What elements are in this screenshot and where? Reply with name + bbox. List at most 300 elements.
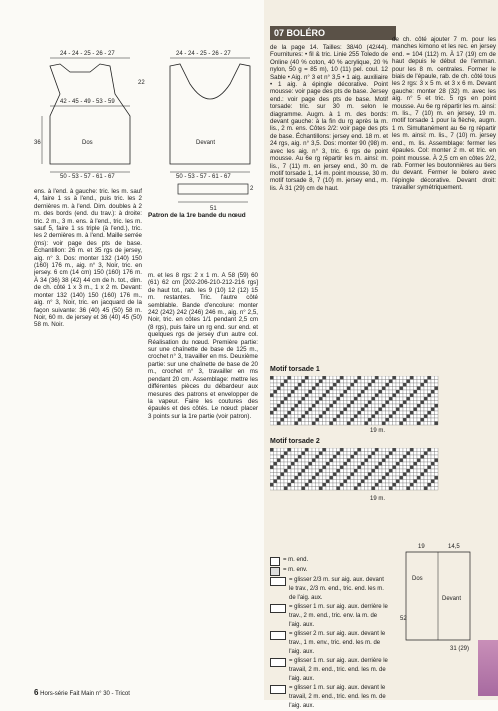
chart-cell: [330, 487, 334, 491]
chart-cell: [274, 469, 278, 473]
chart-cell: [270, 415, 274, 419]
chart-cell: [417, 397, 421, 401]
chart-cell: [291, 422, 295, 426]
chart-cell: [284, 418, 288, 422]
chart-cell: [270, 483, 274, 487]
chart-cell: [428, 394, 432, 398]
chart-cell: [302, 408, 306, 412]
chart-cell: [274, 462, 278, 466]
chart-cell: [277, 401, 281, 405]
chart-cell: [302, 466, 306, 470]
chart-cell: [414, 401, 418, 405]
chart-cell: [295, 455, 299, 459]
chart-cell: [375, 380, 379, 384]
chart-cell: [382, 404, 386, 408]
bolero-h1: 52: [400, 616, 407, 622]
chart-cell: [270, 469, 274, 473]
chart-cell: [421, 404, 425, 408]
chart-cell: [305, 480, 309, 484]
chart-cell: [351, 397, 355, 401]
chart-cell: [375, 448, 379, 452]
chart-cell: [417, 476, 421, 480]
chart-cell: [291, 418, 295, 422]
chart-cell: [302, 383, 306, 387]
chart-cell: [393, 397, 397, 401]
chart-cell: [414, 376, 418, 380]
chart-cell: [277, 408, 281, 412]
chart-cell: [270, 408, 274, 412]
chart-cell: [396, 462, 400, 466]
chart-cell: [270, 448, 274, 452]
legend-item: = glisser 1 m. sur aig. aux. devant le travail, 2 m. end., tric. end. les m. de l'aig. aux.: [270, 684, 390, 711]
chart-cell: [309, 404, 313, 408]
chart-cell: [361, 418, 365, 422]
chart-cell: [351, 455, 355, 459]
chart-cell: [372, 483, 376, 487]
chart-cell: [365, 466, 369, 470]
chart-cell: [365, 397, 369, 401]
chart-cell: [337, 476, 341, 480]
chart-cell: [274, 483, 278, 487]
chart-cell: [312, 422, 316, 426]
chart-cell: [396, 408, 400, 412]
chart-cell: [389, 480, 393, 484]
chart-cell: [368, 380, 372, 384]
chart-cell: [361, 387, 365, 391]
chart-cell: [403, 380, 407, 384]
chart-cell: [281, 448, 285, 452]
chart-cell: [291, 476, 295, 480]
chart-cell: [386, 376, 390, 380]
chart-cell: [319, 404, 323, 408]
chart-cell: [277, 404, 281, 408]
chart-cell: [417, 422, 421, 426]
chart-cell: [396, 466, 400, 470]
chart-cell: [389, 387, 393, 391]
chart-cell: [333, 418, 337, 422]
chart-cell: [330, 408, 334, 412]
chart-cell: [435, 476, 439, 480]
chart-cell: [431, 390, 435, 394]
chart-cell: [382, 376, 386, 380]
chart-cell: [270, 422, 274, 426]
chart-cell: [386, 394, 390, 398]
chart-cell: [323, 415, 327, 419]
chart-cell: [372, 473, 376, 477]
chart-cell: [379, 487, 383, 491]
chart-cell: [309, 466, 313, 470]
chart-cell: [351, 459, 355, 463]
chart-cell: [302, 462, 306, 466]
chart-cell: [361, 469, 365, 473]
chart-cell: [291, 376, 295, 380]
chart-cell: [319, 480, 323, 484]
chart-cell: [365, 422, 369, 426]
chart-cell: [417, 376, 421, 380]
chart-cell: [354, 418, 358, 422]
chart-cell: [284, 473, 288, 477]
chart-cell: [351, 466, 355, 470]
chart-cell: [414, 415, 418, 419]
chart-cell: [424, 448, 428, 452]
chart-cell: [386, 408, 390, 412]
chart-cell: [386, 418, 390, 422]
chart-cell: [333, 422, 337, 426]
chart-cell: [379, 448, 383, 452]
chart-cell: [372, 422, 376, 426]
chart-cell: [424, 408, 428, 412]
chart-cell: [270, 394, 274, 398]
chart-cell: [393, 452, 397, 456]
chart-cell: [295, 466, 299, 470]
chart-cell: [365, 415, 369, 419]
chart-cell: [277, 487, 281, 491]
chart-cell: [382, 411, 386, 415]
chart-cell: [281, 452, 285, 456]
chart-cell: [396, 401, 400, 405]
chart-cell: [284, 387, 288, 391]
chart-cell: [400, 394, 404, 398]
chart-cell: [295, 473, 299, 477]
chart-cell: [435, 387, 439, 391]
chart-cell: [288, 390, 292, 394]
chart-cell: [305, 376, 309, 380]
chart-cell: [284, 455, 288, 459]
chart-cell: [274, 448, 278, 452]
chart-cell: [298, 473, 302, 477]
chart-cell: [407, 411, 411, 415]
chart-cell: [337, 466, 341, 470]
chart-cell: [347, 480, 351, 484]
chart-cell: [361, 394, 365, 398]
chart-cell: [309, 401, 313, 405]
chart-cell: [361, 380, 365, 384]
chart-cell: [270, 376, 274, 380]
chart-cell: [333, 411, 337, 415]
chart-cell: [312, 452, 316, 456]
chart-cell: [344, 401, 348, 405]
chart-cell: [351, 462, 355, 466]
chart-cell: [358, 480, 362, 484]
chart-cell: [386, 459, 390, 463]
chart-cell: [337, 380, 341, 384]
chart-cell: [347, 390, 351, 394]
chart-cell: [351, 411, 355, 415]
chart-cell: [431, 415, 435, 419]
chart-cell: [368, 411, 372, 415]
chart-cell: [323, 466, 327, 470]
chart-cell: [270, 411, 274, 415]
chart-cell: [372, 376, 376, 380]
chart-cell: [435, 448, 439, 452]
chart-cell: [435, 415, 439, 419]
chart-cell: [358, 376, 362, 380]
chart-cell: [428, 376, 432, 380]
chart-cell: [312, 387, 316, 391]
chart-cell: [400, 487, 404, 491]
chart-cell: [368, 480, 372, 484]
chart-cell: [291, 397, 295, 401]
chart-cell: [407, 397, 411, 401]
chart-cell: [347, 387, 351, 391]
chart-cell: [407, 404, 411, 408]
chart-cell: [333, 397, 337, 401]
chart-cell: [389, 408, 393, 412]
chart-cell: [414, 418, 418, 422]
chart-cell: [340, 455, 344, 459]
chart-cell: [393, 411, 397, 415]
devant-pattern-diagram: [160, 44, 260, 180]
chart-cell: [358, 418, 362, 422]
dos-label: Dos: [82, 140, 93, 146]
chart-cell: [309, 415, 313, 419]
noeud-width: 51: [210, 206, 217, 212]
chart-cell: [389, 452, 393, 456]
chart-cell: [358, 387, 362, 391]
chart-cell: [365, 455, 369, 459]
chart-cell: [417, 390, 421, 394]
chart-cell: [368, 469, 372, 473]
chart-cell: [274, 411, 278, 415]
chart-cell: [316, 397, 320, 401]
chart-cell: [393, 466, 397, 470]
section-header: 07 BOLÉRO: [270, 26, 396, 40]
chart-cell: [396, 411, 400, 415]
chart-cell: [414, 408, 418, 412]
chart-cell: [347, 469, 351, 473]
chart-cell: [312, 415, 316, 419]
chart-cell: [340, 408, 344, 412]
chart-cell: [337, 383, 341, 387]
chart-cell: [403, 390, 407, 394]
chart-cell: [421, 390, 425, 394]
chart-cell: [302, 480, 306, 484]
chart-cell: [319, 487, 323, 491]
chart-cell: [277, 469, 281, 473]
chart-cell: [368, 422, 372, 426]
chart-cell: [396, 452, 400, 456]
chart-cell: [347, 476, 351, 480]
chart-cell: [368, 415, 372, 419]
chart-cell: [435, 394, 439, 398]
chart-cell: [347, 466, 351, 470]
chart-cell: [365, 487, 369, 491]
chart-cell: [326, 455, 330, 459]
chart-cell: [417, 387, 421, 391]
chart-cell: [291, 390, 295, 394]
chart-cell: [340, 418, 344, 422]
chart-cell: [435, 397, 439, 401]
chart-cell: [417, 487, 421, 491]
devant-outline: [170, 64, 250, 164]
chart-cell: [375, 476, 379, 480]
chart-cell: [351, 401, 355, 405]
chart-cell: [410, 411, 414, 415]
chart-cell: [410, 404, 414, 408]
chart-cell: [340, 452, 344, 456]
chart-cell: [428, 487, 432, 491]
chart-cell: [410, 415, 414, 419]
chart-cell: [428, 459, 432, 463]
chart-cell: [323, 383, 327, 387]
chart-cell: [431, 380, 435, 384]
chart-cell: [424, 480, 428, 484]
chart-cell: [407, 459, 411, 463]
chart-cell: [393, 422, 397, 426]
chart-cell: [396, 418, 400, 422]
chart-cell: [424, 459, 428, 463]
chart-cell: [407, 487, 411, 491]
chart-cell: [302, 476, 306, 480]
chart-cell: [435, 455, 439, 459]
chart-cell: [337, 452, 341, 456]
chart-cell: [344, 473, 348, 477]
chart-cell: [312, 397, 316, 401]
chart-cell: [281, 383, 285, 387]
chart-cell: [428, 390, 432, 394]
chart-cell: [302, 422, 306, 426]
chart-cell: [393, 448, 397, 452]
chart-cell: [344, 476, 348, 480]
chart-cell: [270, 397, 274, 401]
chart-cell: [354, 473, 358, 477]
chart-cell: [284, 422, 288, 426]
chart-cell: [305, 383, 309, 387]
chart-cell: [312, 383, 316, 387]
chart-cell: [281, 422, 285, 426]
chart-cell: [354, 483, 358, 487]
chart-cell: [379, 422, 383, 426]
chart-cell: [270, 476, 274, 480]
chart-cell: [365, 411, 369, 415]
chart-cell: [382, 476, 386, 480]
chart-cell: [295, 476, 299, 480]
chart-cell: [351, 452, 355, 456]
chart-cell: [298, 448, 302, 452]
chart-cell: [337, 480, 341, 484]
chart-cell: [316, 387, 320, 391]
chart-cell: [291, 459, 295, 463]
chart-cell: [277, 376, 281, 380]
chart-cell: [382, 397, 386, 401]
chart-cell: [389, 376, 393, 380]
chart-cell: [337, 459, 341, 463]
chart-cell: [347, 380, 351, 384]
chart-cell: [302, 483, 306, 487]
chart-cell: [421, 380, 425, 384]
chart-cell: [400, 383, 404, 387]
chart-cell: [431, 394, 435, 398]
chart-cell: [414, 473, 418, 477]
chart-cell: [407, 390, 411, 394]
chart-cell: [291, 473, 295, 477]
chart-cell: [386, 387, 390, 391]
chart-cell: [365, 462, 369, 466]
chart-cell: [298, 483, 302, 487]
chart-cell: [323, 418, 327, 422]
chart-cell: [431, 473, 435, 477]
chart-cell: [379, 483, 383, 487]
chart-cell: [382, 387, 386, 391]
chart-cell: [288, 462, 292, 466]
chart-cell: [305, 380, 309, 384]
chart-cell: [309, 487, 313, 491]
chart-cell: [281, 473, 285, 477]
chart-cell: [428, 383, 432, 387]
chart-cell: [372, 459, 376, 463]
chart-cell: [382, 390, 386, 394]
chart-cell: [424, 466, 428, 470]
chart-cell: [309, 480, 313, 484]
chart-cell: [274, 397, 278, 401]
chart-cell: [319, 390, 323, 394]
chart-cell: [372, 394, 376, 398]
chart-cell: [421, 415, 425, 419]
chart-cell: [361, 390, 365, 394]
chart-cell: [414, 397, 418, 401]
chart-cell: [309, 476, 313, 480]
chart-cell: [312, 448, 316, 452]
chart-cell: [410, 459, 414, 463]
chart-cell: [410, 394, 414, 398]
chart-cell: [389, 483, 393, 487]
chart-cell: [288, 466, 292, 470]
chart-cell: [400, 469, 404, 473]
noeud-caption: Patron de la 1re bande du nœud: [148, 212, 246, 219]
chart-cell: [361, 401, 365, 405]
chart-cell: [435, 383, 439, 387]
chart-cell: [368, 476, 372, 480]
chart-cell: [417, 448, 421, 452]
chart-cell: [354, 476, 358, 480]
chart-cell: [407, 483, 411, 487]
chart-cell: [277, 397, 281, 401]
chart-cell: [435, 483, 439, 487]
chart-cell: [337, 483, 341, 487]
chart-cell: [316, 415, 320, 419]
chart-cell: [407, 473, 411, 477]
chart-cell: [277, 383, 281, 387]
chart-cell: [393, 408, 397, 412]
chart-cell: [435, 390, 439, 394]
chart-cell: [428, 462, 432, 466]
chart-cell: [351, 448, 355, 452]
chart-cell: [375, 462, 379, 466]
chart-cell: [403, 411, 407, 415]
chart-cell: [340, 448, 344, 452]
chart-cell: [431, 376, 435, 380]
chart-cell: [347, 401, 351, 405]
chart-cell: [316, 462, 320, 466]
chart-cell: [358, 466, 362, 470]
chart-cell: [365, 480, 369, 484]
chart-cell: [368, 394, 372, 398]
chart-cell: [295, 380, 299, 384]
chart-cell: [319, 459, 323, 463]
chart-cell: [288, 469, 292, 473]
chart-cell: [319, 397, 323, 401]
chart-cell: [403, 473, 407, 477]
chart-cell: [396, 415, 400, 419]
chart-cell: [330, 415, 334, 419]
chart-cell: [281, 476, 285, 480]
chart-cell: [295, 390, 299, 394]
chart-cell: [344, 397, 348, 401]
chart-cell: [424, 418, 428, 422]
chart-cell: [386, 452, 390, 456]
chart-cell: [435, 487, 439, 491]
chart-cell: [330, 455, 334, 459]
